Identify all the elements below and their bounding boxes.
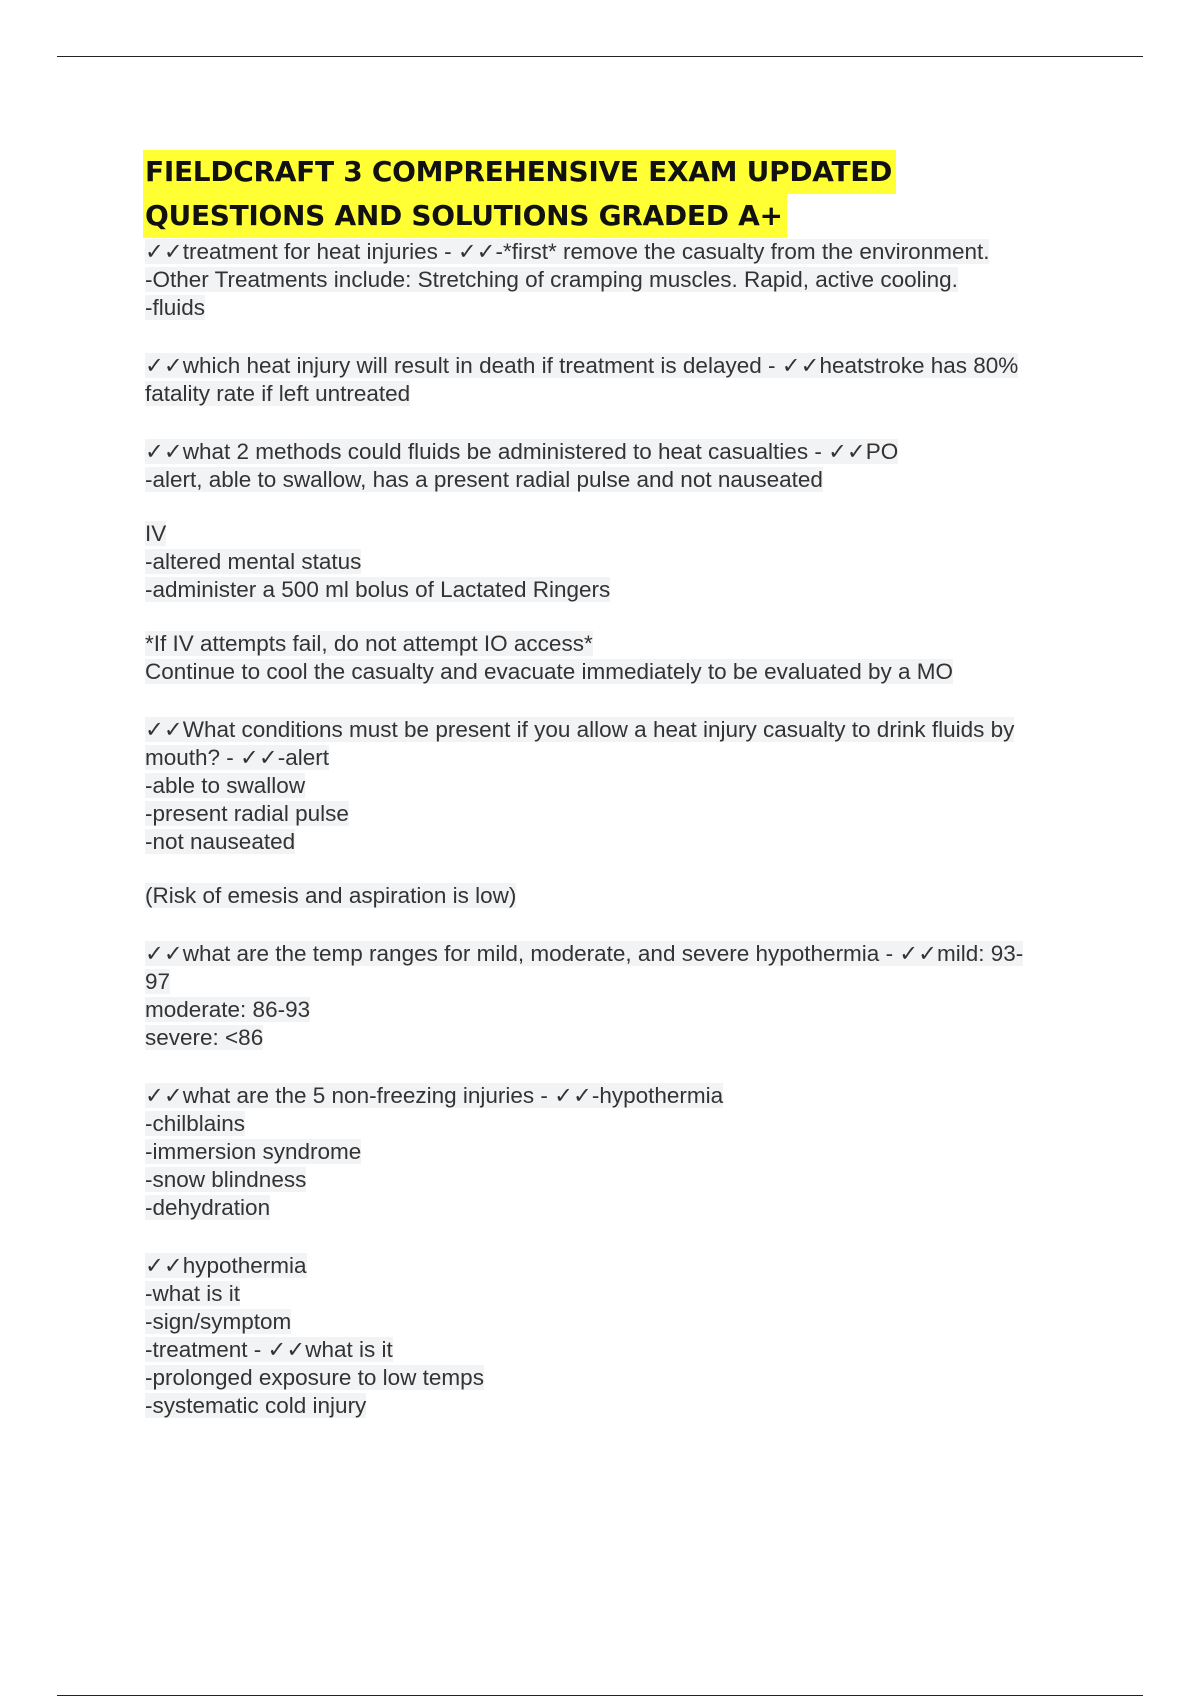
text-line: -snow blindness (145, 1167, 307, 1192)
qa-block-heatstroke (145, 352, 1095, 408)
text-line: fatality rate if left untreated (145, 381, 411, 406)
document-body (145, 150, 1095, 1420)
text-line: 97 (145, 969, 171, 994)
title-line-1: FIELDCRAFT 3 COMPREHENSIVE EXAM UPDATED (143, 150, 896, 194)
text-line: -treatment - ✓✓what is it (145, 1337, 393, 1362)
text-line: ✓✓what are the temp ranges for mild, moderate, and severe hypothermia - ✓✓mild: 93- (145, 941, 1024, 966)
text-line: -dehydration (145, 1195, 271, 1220)
qa-block-heat-treatment (145, 238, 1095, 322)
text-line: mouth? - ✓✓-alert (145, 745, 330, 770)
qa-block-oral-conditions (145, 716, 1095, 856)
qa-block-non-freezing (145, 1082, 1095, 1222)
text-line: Continue to cool the casualty and evacuate immediately to be evaluated by a MO (145, 659, 953, 684)
bottom-rule (57, 1695, 1143, 1696)
text-line: IV (145, 521, 167, 546)
text-line: ✓✓hypothermia (145, 1253, 307, 1278)
text-line: -alert, able to swallow, has a present radial pulse and not nauseated (145, 467, 823, 492)
qa-block-hypothermia (145, 1252, 1095, 1420)
text-line: -sign/symptom (145, 1309, 292, 1334)
text-line: -what is it (145, 1281, 241, 1306)
text-line: ✓✓treatment for heat injuries - ✓✓-*first* remove the casualty from the environment. (145, 239, 990, 264)
text-line: -able to swallow (145, 773, 306, 798)
text-line: -altered mental status (145, 549, 362, 574)
text-line: ✓✓what 2 methods could fluids be administered to heat casualties - ✓✓PO (145, 439, 899, 464)
text-line: -systematic cold injury (145, 1393, 367, 1418)
qa-block-iv (145, 520, 1095, 604)
text-line: moderate: 86-93 (145, 997, 311, 1022)
top-rule (57, 56, 1143, 57)
text-line: severe: <86 (145, 1025, 264, 1050)
document-title (145, 150, 1095, 238)
qa-block-hypothermia-ranges (145, 940, 1095, 1052)
qa-block-risk-note (145, 882, 1095, 910)
text-line: -present radial pulse (145, 801, 349, 826)
text-line: -prolonged exposure to low temps (145, 1365, 484, 1390)
text-line: -administer a 500 ml bolus of Lactated Ringers (145, 577, 611, 602)
text-line: -chilblains (145, 1111, 246, 1136)
text-line: *If IV attempts fail, do not attempt IO access* (145, 631, 593, 656)
text-line: -not nauseated (145, 829, 296, 854)
qa-block-iv-fail (145, 630, 1095, 686)
text-line: ✓✓what are the 5 non-freezing injuries - ✓✓-hypothermia (145, 1083, 724, 1108)
text-line: -Other Treatments include: Stretching of cramping muscles. Rapid, active cooling. (145, 267, 958, 292)
text-line: -fluids (145, 295, 206, 320)
title-line-2: QUESTIONS AND SOLUTIONS GRADED A+ (143, 194, 787, 238)
text-line: -immersion syndrome (145, 1139, 362, 1164)
text-line: ✓✓What conditions must be present if you allow a heat injury casualty to drink fluids by (145, 717, 1015, 742)
qa-block-fluid-methods (145, 438, 1095, 494)
text-line: (Risk of emesis and aspiration is low) (145, 883, 517, 908)
text-line: ✓✓which heat injury will result in death if treatment is delayed - ✓✓heatstroke has 80% (145, 353, 1019, 378)
